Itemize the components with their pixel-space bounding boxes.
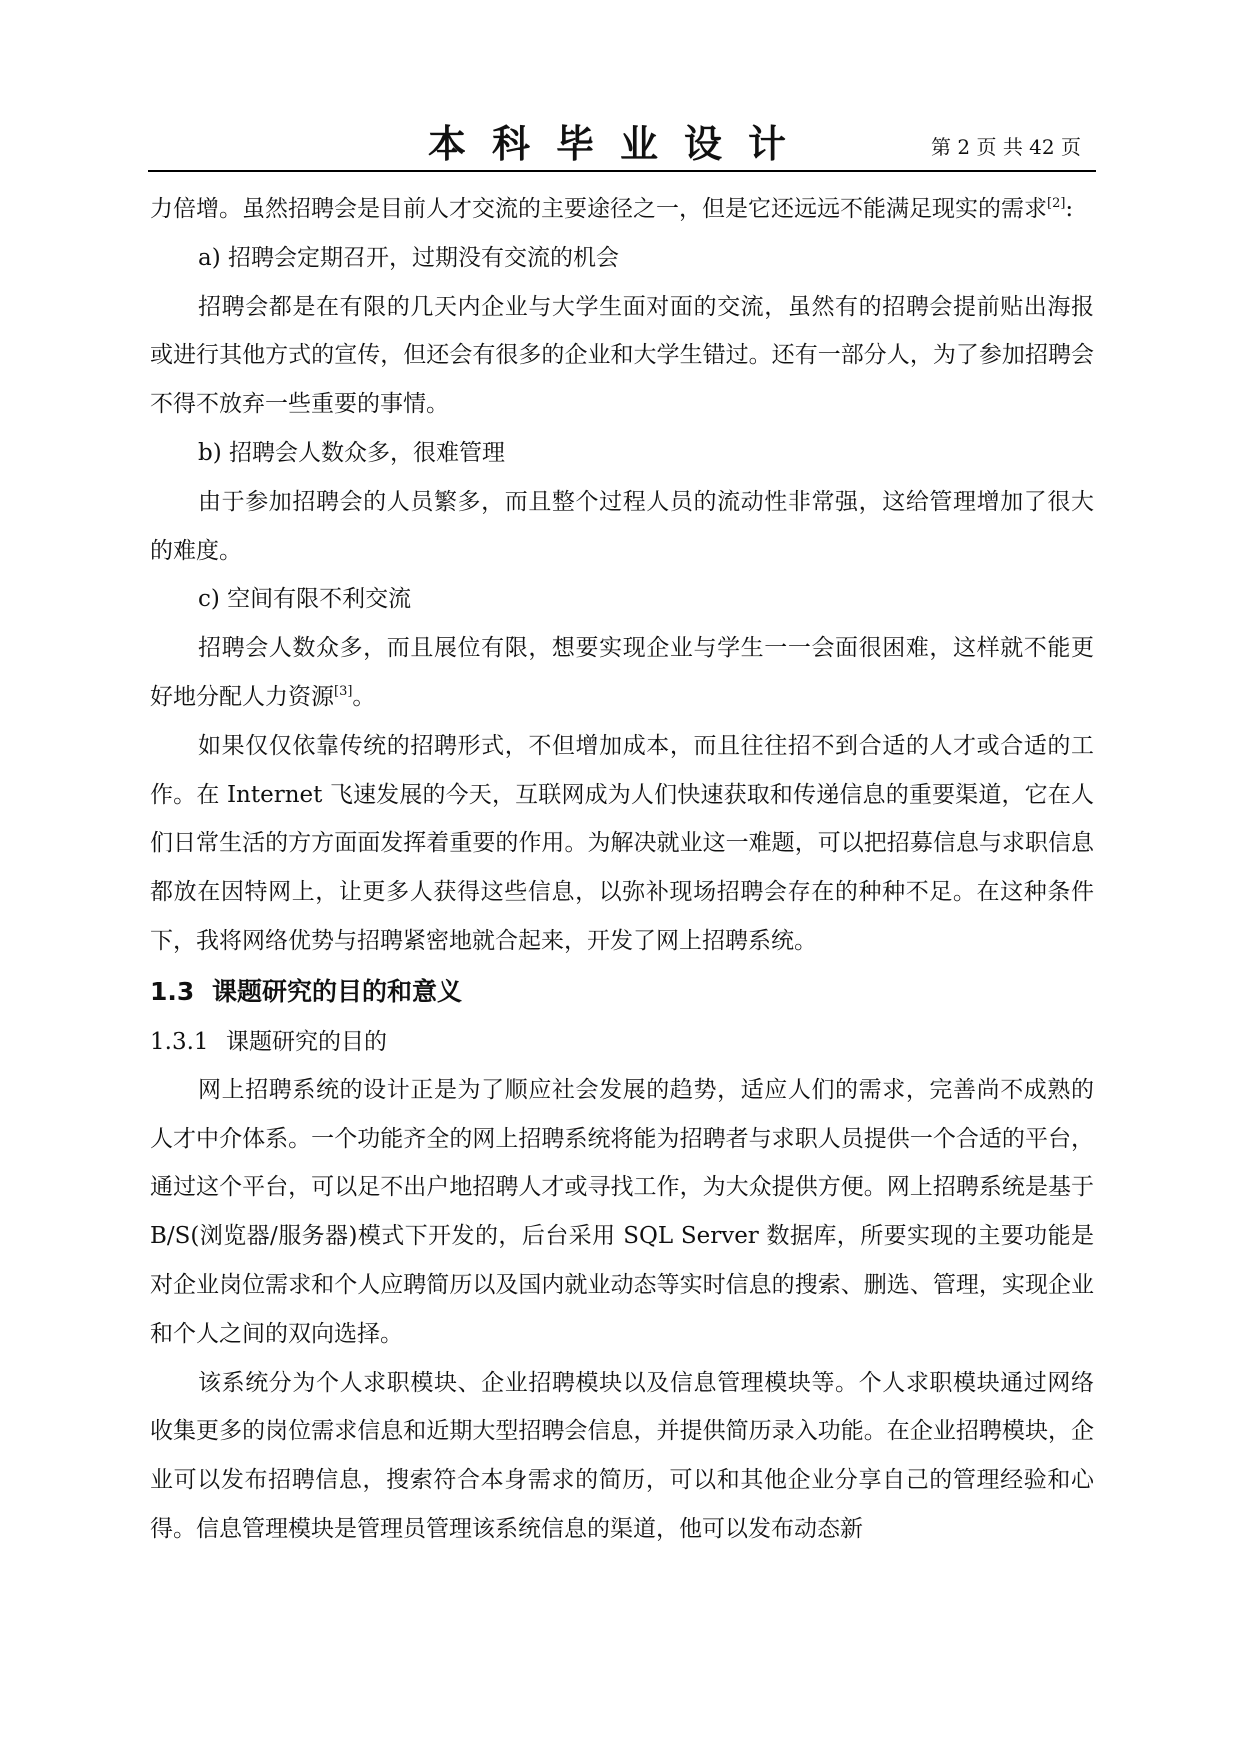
paragraph: 该系统分为个人求职模块、企业招聘模块以及信息管理模块等。个人求职模块通过网络收集更多的岗位需求信息和近期大型招聘会信息，并提供简历录入功能。在企业招聘模块，企业可以发布招聘信息，搜索符合本身需求的简历，可以和其他企业分享自己的管理经验和心得。信息管理模块是管理员管理该系统信息的渠道，他可以发布动态新: [150, 1369, 1094, 1542]
paragraph-text: 招聘会人数众多，而且展位有限，想要实现企业与学生一一会面很困难，这样就不能更好地分配人力资源: [150, 635, 1094, 710]
paragraph-text: 力倍增。虽然招聘会是目前人才交流的主要途径之一，但是它还远远不能满足现实的需求: [150, 196, 1047, 222]
paragraph: 如果仅仅依靠传统的招聘形式，不但增加成本，而且往往招不到合适的人才或合适的工作。在 Internet 飞速发展的今天，互联网成为人们快速获取和传递信息的重要渠道，它在人们日常生活的方方面面发挥着重要的作用。为解决就业这一难题，可以把招募信息与求职信息都放在因特网上，让更多人获得这些信息，以弥补现场招聘会存在的种种不足。在这种条件下，我将网络优势与招聘紧密地就合起来，开发了网上招聘系统。: [150, 732, 1094, 954]
paragraph: 由于参加招聘会的人员繁多，而且整个过程人员的流动性非常强，这给管理增加了很大的难度。: [150, 488, 1094, 564]
paragraph: [150, 185, 1094, 234]
subsection-heading: [150, 1018, 1094, 1066]
document-body: [150, 185, 1094, 1554]
list-item-a: a) 招聘会定期召开，过期没有交流的机会: [198, 244, 619, 271]
citation-ref: [3]: [334, 683, 353, 699]
citation-ref: [2]: [1047, 196, 1066, 211]
paragraph-end: :: [1065, 196, 1074, 222]
subsection-number: 1.3.1: [150, 1028, 209, 1055]
paragraph-end: 。: [352, 683, 376, 710]
header-page-info: 第 2 页 共 42 页: [931, 135, 1081, 159]
section-title: 课题研究的目的和意义: [212, 976, 463, 1006]
subsection-title: 课题研究的目的: [226, 1028, 387, 1055]
section-number: 1.3: [150, 976, 195, 1006]
header-rule: [148, 170, 1096, 172]
list-item-c: c) 空间有限不利交流: [198, 586, 412, 613]
header-title: 本科毕业设计: [427, 121, 812, 166]
paragraph: 招聘会都是在有限的几天内企业与大学生面对面的交流，虽然有的招聘会提前贴出海报或进行其他方式的宣传，但还会有很多的企业和大学生错过。还有一部分人，为了参加招聘会不得不放弃一些重要的事情。: [150, 293, 1094, 418]
section-heading: [150, 966, 1094, 1018]
list-item-b: b) 招聘会人数众多，很难管理: [198, 439, 506, 466]
paragraph: 网上招聘系统的设计正是为了顺应社会发展的趋势，适应人们的需求，完善尚不成熟的人才中介体系。一个功能齐全的网上招聘系统将能为招聘者与求职人员提供一个合适的平台，通过这个平台，可以足不出户地招聘人才或寻找工作，为大众提供方便。网上招聘系统是基于 B/S(浏览器/服务器)模式下开发的，后台采用 SQL Server 数据库，所要实现的主要功能是对企业岗位需求和个人应聘简历以及国内就业动态等实时信息的搜索、删选、管理，实现企业和个人之间的双向选择。: [150, 1076, 1094, 1347]
paragraph: [150, 624, 1094, 722]
